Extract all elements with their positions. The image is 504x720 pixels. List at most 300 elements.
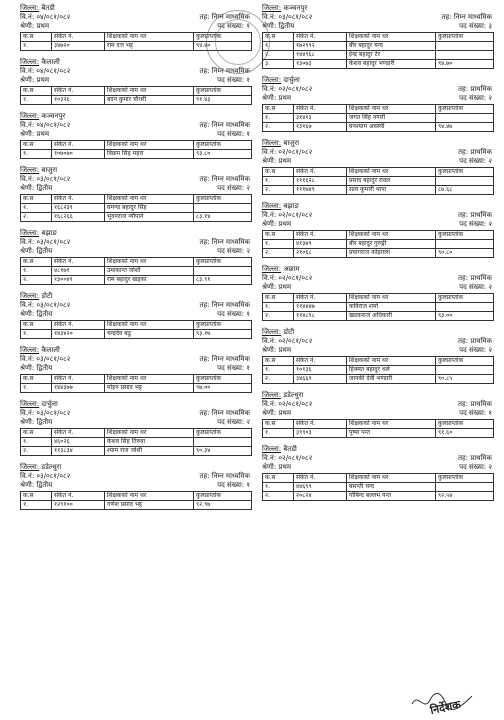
row-sn: १. (263, 42, 294, 51)
row-sn: ३. (263, 60, 294, 69)
category-line (20, 76, 252, 85)
posts-label: पद संख्या: (459, 346, 487, 354)
category-line (262, 94, 494, 103)
level-value: निम्न माध्यमिक (211, 67, 250, 75)
district-label: जिल्ला: (262, 4, 282, 12)
col-header-name: शिक्षकको नाम थर (105, 141, 194, 150)
table-row (263, 249, 494, 258)
col-header-score: कुलप्राप्तांक (436, 357, 494, 366)
row-code: १०१३६ (294, 366, 347, 375)
code-line (20, 67, 252, 76)
posts-label: पद संख्या: (217, 247, 245, 255)
col-header-name: शिक्षकको नाम थर (347, 33, 436, 42)
category-line (20, 364, 252, 373)
district-label: जिल्ला: (20, 346, 40, 354)
col-header-name: शिक्षकको नाम थर (347, 357, 436, 366)
row-name: बीर बहादुर चन्द (347, 42, 436, 51)
row-sn: २. (263, 249, 294, 258)
district-line (20, 166, 252, 175)
code-line (20, 238, 252, 247)
col-header-score: कुलप्राप्तांक (436, 420, 494, 429)
row-score (436, 177, 494, 186)
category-line (20, 310, 252, 319)
posts (217, 184, 250, 193)
table-row (263, 240, 494, 249)
code-line (20, 175, 252, 184)
col-header-score: कुलप्राप्तांक (436, 231, 494, 240)
level-label: तह: (199, 121, 210, 129)
district-name: बाजुरा (283, 139, 300, 147)
posts-value: २ (246, 247, 250, 255)
district-line (20, 112, 252, 121)
row-name: हिक्मत बहादुर थले (347, 366, 436, 375)
table-header-row (263, 168, 494, 177)
district-line (262, 328, 494, 337)
category-value: प्रथम (278, 94, 292, 102)
row-code: १११६२८ (294, 177, 347, 186)
district-name: डोटी (41, 292, 53, 300)
table-row (21, 501, 252, 510)
row-sn: २. (263, 492, 294, 501)
candidate-table (20, 140, 252, 159)
posts-value: १ (246, 481, 250, 489)
district-block (262, 139, 494, 195)
row-code: ११४४४७ (294, 303, 347, 312)
posts-label: पद संख्या: (217, 130, 245, 138)
row-score (436, 42, 494, 51)
category-label: श्रेणी: (262, 463, 277, 471)
code-line (20, 355, 252, 364)
category-label: श्रेणी: (262, 220, 277, 228)
col-header-name: शिक्षकको नाम थर (105, 375, 194, 384)
district-label: जिल्ला: (262, 202, 282, 210)
row-sn: २. (263, 51, 294, 60)
category-label: श्रेणी: (262, 22, 277, 30)
table-row (263, 492, 494, 501)
category-line (262, 346, 494, 355)
posts (459, 157, 492, 166)
row-sn: १. (21, 501, 52, 510)
row-score (436, 483, 494, 492)
row-sn: १. (263, 429, 294, 438)
row-code: १३१६७ (294, 123, 347, 132)
code-value: ०२/०८१/०८२ (278, 211, 313, 219)
col-header-sn: क.स (21, 429, 52, 438)
table-header-row (263, 420, 494, 429)
district-label: जिल्ला: (20, 112, 40, 120)
category-value: प्रथम (278, 220, 292, 228)
row-code: ३४६६९ (294, 375, 347, 384)
col-header-sn: क.स (263, 420, 294, 429)
district-line (262, 265, 494, 274)
district-name: दार्चुला (283, 76, 300, 84)
category-label: श्रेणी: (20, 76, 35, 84)
office-stamp (206, 10, 270, 74)
table-row (21, 276, 252, 285)
table-header-row (263, 474, 494, 483)
row-sn: २. (263, 312, 294, 321)
table-header-row (21, 258, 252, 267)
col-header-code: संकेत नं. (52, 375, 105, 384)
posts-label: पद संख्या: (217, 418, 245, 426)
candidate-table (20, 257, 252, 285)
code-label: वि.नं: (20, 175, 35, 183)
district-line (262, 202, 494, 211)
posts-value: २ (488, 463, 492, 471)
row-name: प्रयागराज कोइराला (347, 249, 436, 258)
row-code: ३१४१३ (294, 114, 347, 123)
level (199, 355, 250, 364)
table-row (263, 186, 494, 195)
posts-value: ३ (488, 22, 492, 30)
col-header-code: संकेत नं. (52, 87, 105, 96)
category-value: द्वितीय (36, 481, 53, 489)
row-sn: १. (263, 114, 294, 123)
col-header-code: संकेत नं. (294, 357, 347, 366)
posts (459, 94, 492, 103)
level-value: प्राथमिक (470, 400, 492, 408)
level-label: तह: (199, 238, 210, 246)
table-header-row (263, 231, 494, 240)
level-value: प्राथमिक (470, 211, 492, 219)
district-label: जिल्ला: (20, 4, 40, 12)
category-line (20, 130, 252, 139)
row-code: २१०६८ (294, 249, 347, 258)
category-line (20, 184, 252, 193)
posts (459, 463, 492, 472)
level-label: तह: (199, 409, 210, 417)
posts-label: पद संख्या: (217, 310, 245, 318)
col-header-sn: क.स (263, 168, 294, 177)
category-value: प्रथम (278, 463, 292, 471)
level-value: निम्न माध्यमिक (211, 301, 250, 309)
table-header-row (21, 321, 252, 330)
col-header-sn: क.स (21, 141, 52, 150)
category-value: द्वितीय (36, 247, 53, 255)
code-label: वि.नं: (262, 211, 277, 219)
row-name: खडकराज अधिकारी (347, 312, 436, 321)
district-line (262, 445, 494, 454)
level-label: तह: (458, 211, 469, 219)
candidate-table (20, 194, 252, 222)
candidate-table (20, 374, 252, 393)
code-label: वि.नं: (262, 337, 277, 345)
posts-value: १ (488, 409, 492, 417)
category-label: श्रेणी: (262, 157, 277, 165)
district-block (262, 76, 494, 132)
code-line (262, 454, 494, 463)
district-label: जिल्ला: (262, 76, 282, 84)
posts-value: १ (246, 310, 250, 318)
row-score: ९०.३४ (194, 447, 252, 456)
posts (217, 310, 250, 319)
table-row (263, 312, 494, 321)
row-sn: १. (21, 96, 52, 105)
code-line (262, 13, 494, 22)
col-header-code: संकेत नं. (294, 33, 347, 42)
district-line (20, 400, 252, 409)
col-header-score: कुलप्राप्तांक (194, 492, 252, 501)
row-score: ८७.६८ (436, 186, 494, 195)
col-header-score: कुलप्राप्तांक (194, 321, 252, 330)
row-code: ४८१७१ (52, 267, 105, 276)
candidate-table (20, 491, 252, 510)
code-value: ०२/०८१/०८२ (278, 454, 313, 462)
col-header-sn: क.स (21, 492, 52, 501)
col-header-name: शिक्षकको नाम थर (347, 294, 436, 303)
table-header-row (21, 429, 252, 438)
district-line (262, 391, 494, 400)
col-header-sn: क.स (21, 87, 52, 96)
candidate-table (262, 356, 494, 384)
row-code: १३०७३ (294, 60, 347, 69)
row-sn: १. (21, 384, 52, 393)
code-label: वि.नं: (262, 148, 277, 156)
posts-value: २ (488, 283, 492, 291)
row-score (436, 303, 494, 312)
level-value: प्राथमिक (470, 454, 492, 462)
table-row (21, 150, 252, 159)
level-value: प्राथमिक (470, 85, 492, 93)
code-line (262, 148, 494, 157)
level-value: प्राथमिक (470, 337, 492, 345)
code-value: ०२/०८१/०८२ (278, 148, 313, 156)
row-code: ४६०२६ (52, 438, 105, 447)
row-code: १६८२३१ (52, 204, 105, 213)
row-code: ४१३७९ (294, 240, 347, 249)
col-header-sn: क.स (21, 33, 52, 42)
level-value: निम्न माध्यमिक (211, 472, 250, 480)
col-header-score: कुलप्राप्तांक (194, 33, 252, 42)
posts-label: पद संख्या: (459, 220, 487, 228)
col-header-code: संकेत नं. (52, 258, 105, 267)
row-code: १२९१०० (52, 501, 105, 510)
district-line (262, 139, 494, 148)
level-label: तह: (458, 400, 469, 408)
table-row (21, 204, 252, 213)
left-column (20, 4, 252, 517)
row-name: गोबिन्द बल्लभ पन्त (347, 492, 436, 501)
level (199, 409, 250, 418)
row-name: गणेश प्रसाद भट्ट (105, 501, 194, 510)
level-label: तह: (441, 13, 452, 21)
row-score: ९७.०० (194, 384, 252, 393)
category-line (262, 463, 494, 472)
col-header-score: कुलप्राप्तांक (436, 474, 494, 483)
row-code: १४४३७७ (52, 384, 105, 393)
row-name: जानकी देवी भण्डारी (347, 375, 436, 384)
district-block (20, 400, 252, 456)
row-score (436, 240, 494, 249)
level (458, 85, 492, 94)
code-label: वि.नं: (20, 13, 35, 21)
district-line (20, 4, 252, 13)
row-code: १०७०७० (52, 150, 105, 159)
district-block (20, 463, 252, 510)
code-value: ०४/०८१/०८२ (36, 67, 71, 75)
col-header-score: कुलप्राप्तांक (436, 168, 494, 177)
table-header-row (21, 87, 252, 96)
code-line (262, 337, 494, 346)
posts-label: पद संख्या: (459, 22, 487, 30)
code-label: वि.नं: (20, 409, 35, 417)
table-row (263, 60, 494, 69)
row-score: ९४.४७ (436, 123, 494, 132)
district-block (20, 229, 252, 285)
col-header-name: शिक्षकको नाम थर (105, 195, 194, 204)
col-header-name: शिक्षकको नाम थर (105, 429, 194, 438)
row-score: ९०.८५ (436, 375, 494, 384)
category-value: प्रथम (278, 283, 292, 291)
col-header-sn: क.स (21, 375, 52, 384)
row-score (436, 114, 494, 123)
posts-label: पद संख्या: (459, 463, 487, 471)
table-header-row (263, 33, 494, 42)
table-row (263, 51, 494, 60)
row-score: ९४.४० (194, 42, 252, 51)
row-score: ९२.५४ (436, 492, 494, 501)
category-label: श्रेणी: (20, 22, 35, 30)
district-line (20, 229, 252, 238)
row-name: चन्द्रदेव बडु (105, 330, 194, 339)
col-header-score: कुलप्राप्तांक (436, 105, 494, 114)
col-header-sn: क.स (263, 357, 294, 366)
posts (217, 481, 250, 490)
code-label: वि.नं: (20, 238, 35, 246)
posts-label: पद संख्या: (217, 22, 245, 30)
district-name: बझाङ (283, 202, 299, 210)
col-header-name: शिक्षकको नाम थर (347, 105, 436, 114)
col-header-name: शिक्षकको नाम थर (347, 168, 436, 177)
table-row (21, 267, 252, 276)
category-label: श्रेणी: (20, 481, 35, 489)
row-name: केशव सिंह तिरुवा (105, 438, 194, 447)
row-score: ९२.९७ (194, 501, 252, 510)
level-value: निम्न माध्यमिक (211, 121, 250, 129)
col-header-code: संकेत नं. (294, 168, 347, 177)
category-label: श्रेणी: (262, 409, 277, 417)
col-header-name: शिक्षकको नाम थर (347, 474, 436, 483)
code-value: ०४/०८१/०८२ (36, 13, 71, 21)
category-line (262, 220, 494, 229)
district-label: जिल्ला: (20, 292, 40, 300)
district-label: जिल्ला: (20, 400, 40, 408)
category-value: प्रथम (278, 346, 292, 354)
posts-label: पद संख्या: (459, 409, 487, 417)
level (458, 211, 492, 220)
row-sn: १. (21, 438, 52, 447)
level-value: निम्न माध्यमिक (211, 409, 250, 417)
code-label: वि.नं: (20, 301, 35, 309)
district-name: बैतडी (283, 445, 297, 453)
row-name: विक्रम सिंह महरा (105, 150, 194, 159)
candidate-table (262, 230, 494, 258)
table-row (263, 114, 494, 123)
level-value: निम्न माध्यमिक (211, 175, 250, 183)
district-label: जिल्ला: (262, 265, 282, 273)
code-label: वि.नं: (20, 67, 35, 75)
table-row (263, 429, 494, 438)
level-label: तह: (458, 337, 469, 345)
table-row (21, 384, 252, 393)
level-label: तह: (199, 472, 210, 480)
row-sn: २. (21, 213, 52, 222)
level-value: निम्न माध्यमिक (211, 238, 250, 246)
district-name: कञ्चनपुर (41, 112, 66, 120)
candidate-table (262, 293, 494, 321)
category-label: श्रेणी: (20, 364, 35, 372)
district-name: अछाम (283, 265, 300, 273)
district-name: बझाङ (41, 229, 57, 237)
code-line (20, 301, 252, 310)
posts-label: पद संख्या: (217, 184, 245, 192)
level (199, 238, 250, 247)
posts-label: पद संख्या: (217, 364, 245, 372)
category-line (20, 247, 252, 256)
row-sn: १. (21, 267, 52, 276)
row-score (194, 204, 252, 213)
table-row (263, 366, 494, 375)
col-header-score: कुलप्राप्तांक (194, 195, 252, 204)
posts (217, 364, 250, 373)
col-header-code: संकेत नं. (52, 321, 105, 330)
posts-value: १ (246, 22, 250, 30)
posts-label: पद संख्या: (459, 94, 487, 102)
row-sn: २. (21, 447, 52, 456)
district-block (20, 346, 252, 393)
col-header-code: संकेत नं. (294, 474, 347, 483)
row-sn: १. (21, 150, 52, 159)
level-label: तह: (199, 355, 210, 363)
category-label: श्रेणी: (20, 247, 35, 255)
col-header-score: कुलप्राप्तांक (194, 87, 252, 96)
code-line (20, 121, 252, 130)
col-header-code: संकेत नं. (294, 420, 347, 429)
posts (217, 247, 250, 256)
table-row (263, 42, 494, 51)
candidate-table (20, 86, 252, 105)
level (199, 301, 250, 310)
table-row (263, 483, 494, 492)
code-value: ०३/०८१/०८२ (36, 472, 71, 480)
level-value: प्राथमिक (470, 148, 492, 156)
row-name: घनश्याम अवस्थी (347, 123, 436, 132)
candidate-table (262, 104, 494, 132)
row-sn: १. (21, 42, 52, 51)
row-sn: १. (263, 303, 294, 312)
row-code: १७२९९२ (294, 42, 347, 51)
row-code: १४३४२० (52, 330, 105, 339)
code-label: वि.नं: (262, 274, 277, 282)
row-code: २०८२४ (294, 492, 347, 501)
row-score: ९४.७० (436, 60, 494, 69)
row-name: बसन्ती चन्द (347, 483, 436, 492)
level-label: तह: (199, 67, 210, 75)
district-name: कैलाली (41, 58, 60, 66)
district-block (262, 391, 494, 438)
row-name: राम बहादुर खड्का (105, 276, 194, 285)
posts (217, 130, 250, 139)
code-line (262, 211, 494, 220)
col-header-sn: क.स (263, 105, 294, 114)
posts-value: १ (246, 364, 250, 372)
posts-label: पद संख्या: (459, 283, 487, 291)
district-name: डोटी (283, 328, 295, 336)
posts-label: पद संख्या: (459, 157, 487, 165)
row-name: घमण्ड बहादुर सिंह (105, 204, 194, 213)
row-score (436, 366, 494, 375)
col-header-name: शिक्षकको नाम थर (347, 420, 436, 429)
